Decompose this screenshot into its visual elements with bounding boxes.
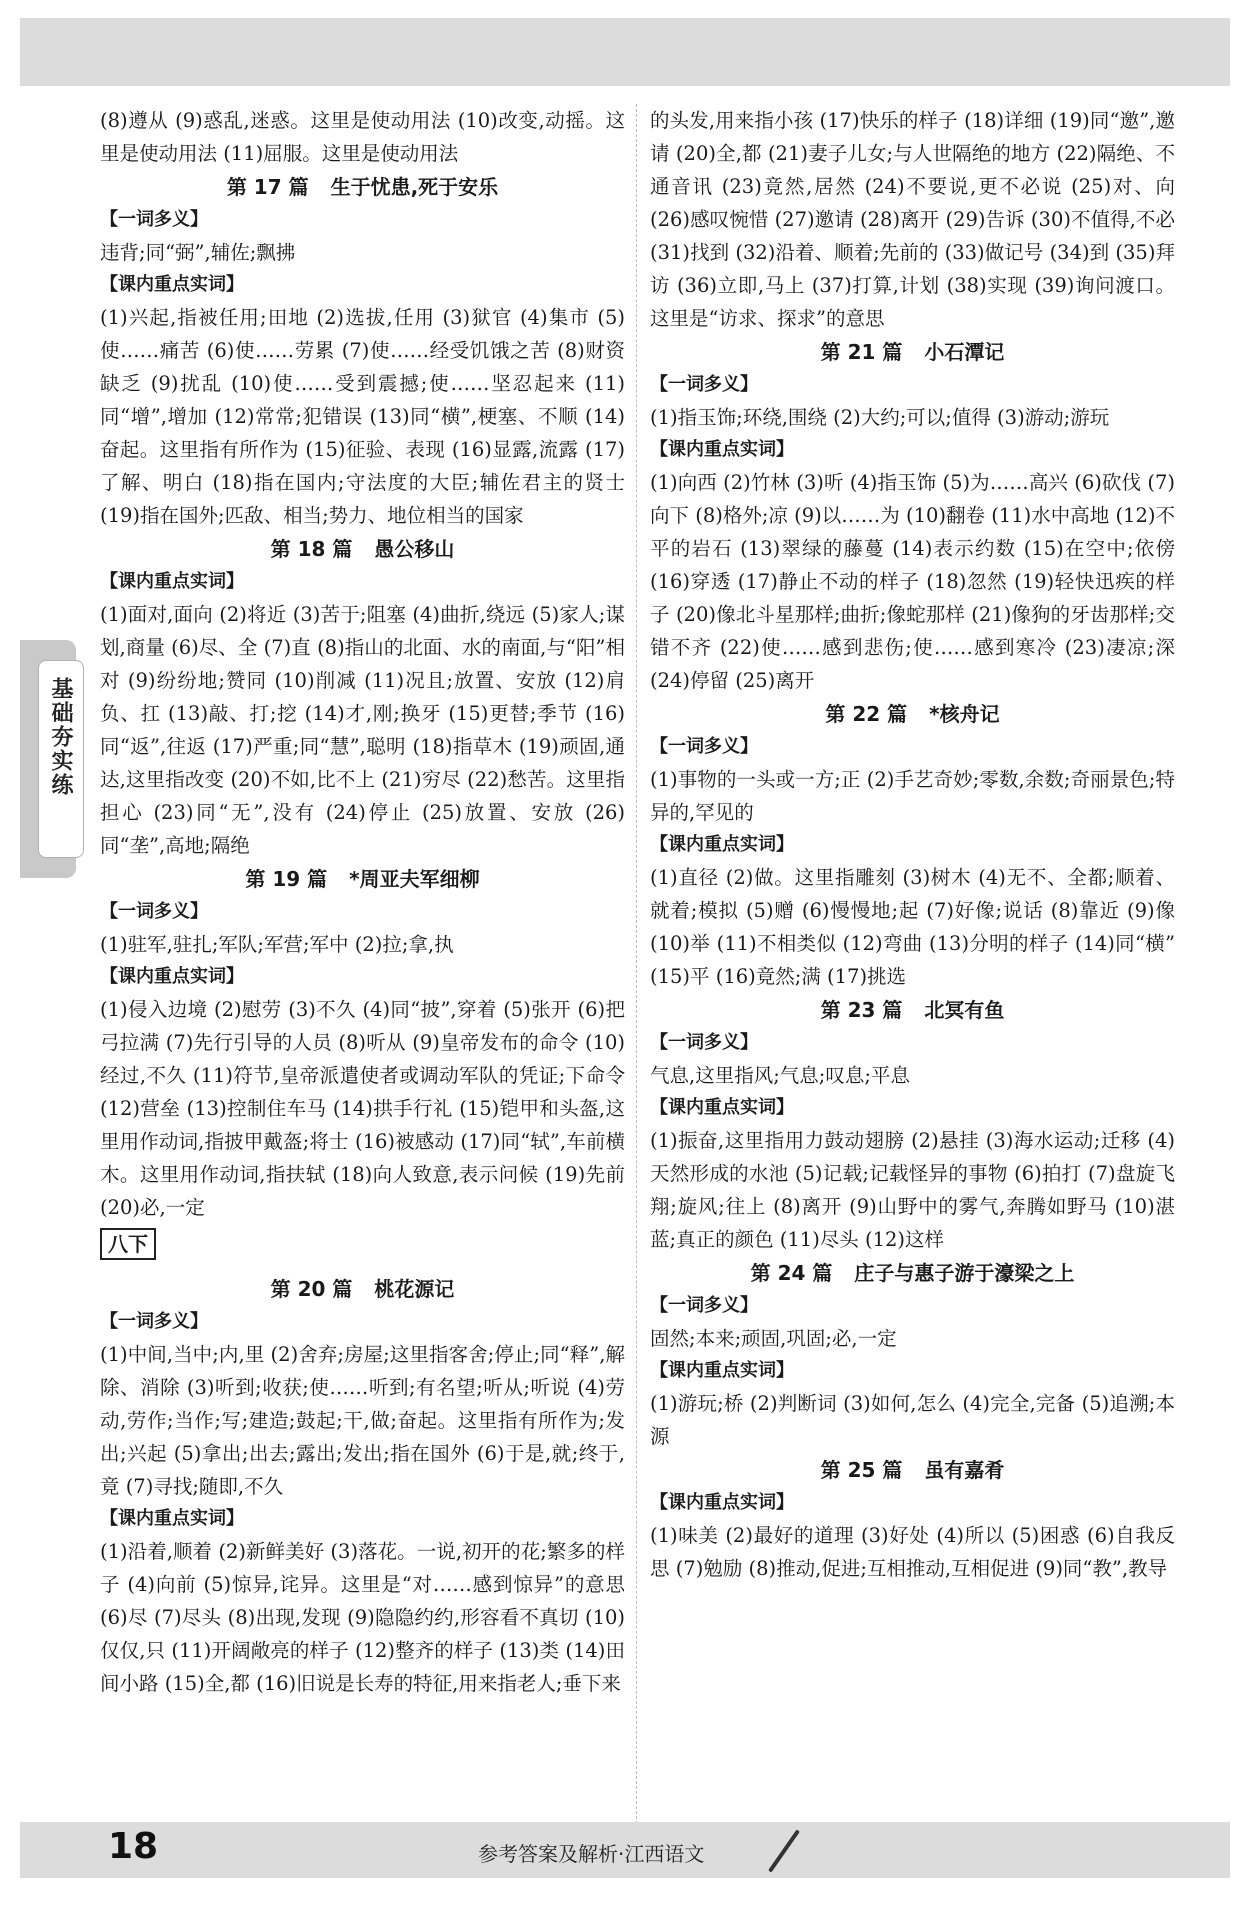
- section-title: [100, 532, 625, 566]
- section-number: 第 25 篇: [820, 1458, 903, 1482]
- section-number: 第 21 篇: [820, 340, 903, 364]
- answer-text: 违背;同“弼”,辅佐;飘拂: [100, 241, 296, 264]
- answer-text: (1)事物的一头或一方;正 (2)手艺奇妙;零数,余数;奇丽景色;特异的,罕见的: [650, 768, 1175, 824]
- answer-block: [650, 466, 1175, 697]
- section-number: 第 17 篇: [226, 175, 309, 199]
- category-label: 【一词多义】: [100, 901, 208, 922]
- answer-block: [100, 1535, 625, 1700]
- section-number: 第 22 篇: [825, 702, 908, 726]
- category-label: 【一词多义】: [650, 1032, 758, 1053]
- left-column: [100, 104, 625, 1700]
- right-column: [650, 104, 1175, 1585]
- answer-text: 的头发,用来指小孩 (17)快乐的样子 (18)详细 (19)同“邀”,邀请 (20)全,都 (21)妻子儿女;与人世隔绝的地方 (22)隔绝、不通音讯 (23)竟然,居然 (24)不要说,更不必说 (25)对、向 (26)感叹惋惜 (27)邀请 (28)离开 (29)告诉 (30)不值得,不必 (31)找到 (32)沿着、顺着;先前的 (33)做记号 (34)到 (35)拜访 (36)立即,马上 (37)打算,计划 (38)实现 (39)询问渡口。这里是“访求、探求”的意思: [650, 109, 1175, 330]
- section-title: [650, 1453, 1175, 1487]
- answer-block: [650, 861, 1175, 993]
- answer-text: (1)沿着,顺着 (2)新鲜美好 (3)落花。一说,初开的花;繁多的样子 (4)向前 (5)惊异,诧异。这里是“对……感到惊异”的意思 (6)尽 (7)尽头 (8)出现,发现 (9)隐隐约约,形容看不真切 (10)仅仅,只 (11)开阔敞亮的样子 (12)整齐的样子 (13)类 (14)田间小路 (15)全,都 (16)旧说是长寿的特征,用来指老人;垂下来: [100, 1540, 625, 1695]
- section-name: *周亚夫军细柳: [349, 867, 480, 891]
- answer-text: (1)驻军,驻扎;军队;军营;军中 (2)拉;拿,执: [100, 933, 454, 956]
- answer-block: [650, 1387, 1175, 1453]
- answer-block: [100, 598, 625, 862]
- section-title: [650, 993, 1175, 1027]
- answer-text: 气息,这里指风;气息;叹息;平息: [650, 1064, 910, 1087]
- section-name: 生于忧患,死于安乐: [330, 175, 499, 199]
- section-title: [650, 697, 1175, 731]
- section-name: 桃花源记: [374, 1277, 455, 1301]
- section-name: 愚公移山: [374, 537, 455, 561]
- answer-text: (1)侵入边境 (2)慰劳 (3)不久 (4)同“披”,穿着 (5)张开 (6)把弓拉满 (7)先行引导的人员 (8)听从 (9)皇帝发布的命令 (10)经过,不久 (11)符节,皇帝派遣使者或调动军队的凭证;下命令 (12)营垒 (13)控制住车马 (14)拱手行礼 (15)铠甲和头盔,这里用作动词,指披甲戴盔;将士 (16)被感动 (17)同“轼”,车前横木。这里用作动词,指扶轼 (18)向人致意,表示问候 (19)先前 (20)必,一定: [100, 998, 625, 1219]
- category-label: 【课内重点实词】: [100, 966, 244, 987]
- section-number: 第 24 篇: [750, 1261, 833, 1285]
- category-label: 【课内重点实词】: [650, 834, 794, 855]
- section-title: [650, 1256, 1175, 1290]
- category-label: 【课内重点实词】: [100, 571, 244, 592]
- answer-block: [650, 1519, 1175, 1585]
- section-title: [100, 1272, 625, 1306]
- answer-block: [650, 1124, 1175, 1256]
- answer-block: [650, 763, 1175, 829]
- answer-block: [650, 1322, 1175, 1355]
- answer-text: 固然;本来;顽固,巩固;必,一定: [650, 1327, 897, 1350]
- answer-block: [100, 1338, 625, 1503]
- answer-block: [100, 993, 625, 1224]
- answer-block: [100, 301, 625, 532]
- answer-text: (8)遵从 (9)惑乱,迷惑。这里是使动用法 (10)改变,动摇。这里是使动用法 (11)屈服。这里是使动用法: [100, 109, 625, 165]
- section-name: *核舟记: [929, 702, 1000, 726]
- section-name: 小石潭记: [924, 340, 1005, 364]
- section-number: 第 18 篇: [270, 537, 353, 561]
- header-band: [20, 18, 1230, 86]
- answer-block: [650, 1059, 1175, 1092]
- category-label: 【课内重点实词】: [100, 1508, 244, 1529]
- category-label: 【一词多义】: [650, 736, 758, 757]
- footer-title: 参考答案及解析·江西语文: [478, 1842, 705, 1866]
- category-label: 【一词多义】: [650, 1295, 758, 1316]
- section-number: 第 20 篇: [270, 1277, 353, 1301]
- page-number: 18: [108, 1826, 159, 1867]
- answer-text: (1)面对,面向 (2)将近 (3)苦于;阻塞 (4)曲折,绕远 (5)家人;谋划,商量 (6)尽、全 (7)直 (8)指山的北面、水的南面,与“阳”相对 (9)纷纷地;赞同 (10)削减 (11)况且;放置、安放 (12)肩负、扛 (13)敲、打;挖 (14)才,刚;换牙 (15)更替;季节 (16)同“返”,往返 (17)严重;同“慧”,聪明 (18)指草木 (19)顽固,通达,这里指改变 (20)不如,比不上 (21)穷尽 (22)愁苦。这里指担心 (23)同“无”,没有 (24)停止 (25)放置、安放 (26)同“垄”,高地;隔绝: [100, 603, 625, 857]
- answer-text: (1)中间,当中;内,里 (2)舍弃;房屋;这里指客舍;停止;同“释”,解除、消除 (3)听到;收获;使……听到;有名望;听从;听说 (4)劳动,劳作;当作;写;建造;鼓起;干,做;奋起。这里指有所作为;发出;兴起 (5)拿出;出去;露出;发出;指在国外 (6)于是,就;终于,竟 (7)寻找;随即,不久: [100, 1343, 625, 1498]
- answer-text: (1)向西 (2)竹林 (3)听 (4)指玉饰 (5)为……高兴 (6)砍伐 (7)向下 (8)格外;凉 (9)以……为 (10)翻卷 (11)水中高地 (12)不平的岩石 (13)翠绿的藤蔓 (14)表示约数 (15)在空中;依傍 (16)穿透 (17)静止不动的样子 (18)忽然 (19)轻快迅疾的样子 (20)像北斗星那样;曲折;像蛇那样 (21)像狗的牙齿那样;交错不齐 (22)使……感到悲伤;使……感到寒冷 (23)凄凉;深 (24)停留 (25)离开: [650, 471, 1175, 692]
- category-label: 【课内重点实词】: [650, 1492, 794, 1513]
- category-label: 【课内重点实词】: [650, 439, 794, 460]
- answer-block: [100, 236, 625, 269]
- category-label: 【一词多义】: [100, 209, 208, 230]
- answer-text: (1)游玩;桥 (2)判断词 (3)如何,怎么 (4)完全,完备 (5)追溯;本源: [650, 1392, 1175, 1448]
- side-tab-inner: [38, 660, 84, 858]
- unit-label: 八下: [100, 1228, 156, 1260]
- section-name: 虽有嘉肴: [924, 1458, 1005, 1482]
- section-number: 第 19 篇: [245, 867, 328, 891]
- answer-text: (1)味美 (2)最好的道理 (3)好处 (4)所以 (5)困惑 (6)自我反思 (7)勉励 (8)推动,促进;互相推动,互相促进 (9)同“教”,教导: [650, 1524, 1175, 1580]
- answer-text: (1)直径 (2)做。这里指雕刻 (3)树木 (4)无不、全都;顺着、就着;模拟 (5)赠 (6)慢慢地;起 (7)好像;说话 (8)靠近 (9)像 (10)举 (11)不相类似 (12)弯曲 (13)分明的样子 (14)同“横” (15)平 (16)竟然;满 (17)挑选: [650, 866, 1175, 988]
- section-title: [100, 862, 625, 896]
- section-name: 庄子与惠子游于濠梁之上: [854, 1261, 1075, 1285]
- answer-text: (1)指玉饰;环绕,围绕 (2)大约;可以;值得 (3)游动;游玩: [650, 406, 1110, 429]
- answer-block: [100, 104, 625, 170]
- column-divider: [636, 104, 637, 1824]
- category-label: 【课内重点实词】: [650, 1360, 794, 1381]
- section-name: 北冥有鱼: [924, 998, 1005, 1022]
- unit-label-row: [100, 1224, 625, 1272]
- section-title: [650, 335, 1175, 369]
- category-label: 【一词多义】: [650, 374, 758, 395]
- category-label: 【课内重点实词】: [650, 1097, 794, 1118]
- answer-text: (1)兴起,指被任用;田地 (2)选拔,任用 (3)狱官 (4)集市 (5)使……痛苦 (6)使……劳累 (7)使……经受饥饿之苦 (8)财资缺乏 (9)扰乱 (10)使……受到震撼;使……坚忍起来 (11)同“增”,增加 (12)常常;犯错误 (13)同“横”,梗塞、不顺 (14)奋起。这里指有所作为 (15)征验、表现 (16)显露,流露 (17)了解、明白 (18)指在国内;守法度的大臣;辅佐君主的贤士 (19)指在国外;匹敌、相当;势力、地位相当的国家: [100, 306, 625, 527]
- side-tab: [20, 640, 76, 878]
- answer-text: (1)振奋,这里指用力鼓动翅膀 (2)悬挂 (3)海水运动;迁移 (4)天然形成的水池 (5)记载;记载怪异的事物 (6)拍打 (7)盘旋飞翔;旋风;往上 (8)离开 (9)山野中的雾气,奔腾如野马 (10)湛蓝;真正的颜色 (11)尽头 (12)这样: [650, 1129, 1175, 1251]
- section-title: [100, 170, 625, 204]
- category-label: 【课内重点实词】: [100, 274, 244, 295]
- answer-block: [650, 104, 1175, 335]
- section-number: 第 23 篇: [820, 998, 903, 1022]
- answer-block: [650, 401, 1175, 434]
- category-label: 【一词多义】: [100, 1311, 208, 1332]
- answer-block: [100, 928, 625, 961]
- side-tab-label: 基础夯实练: [48, 677, 73, 797]
